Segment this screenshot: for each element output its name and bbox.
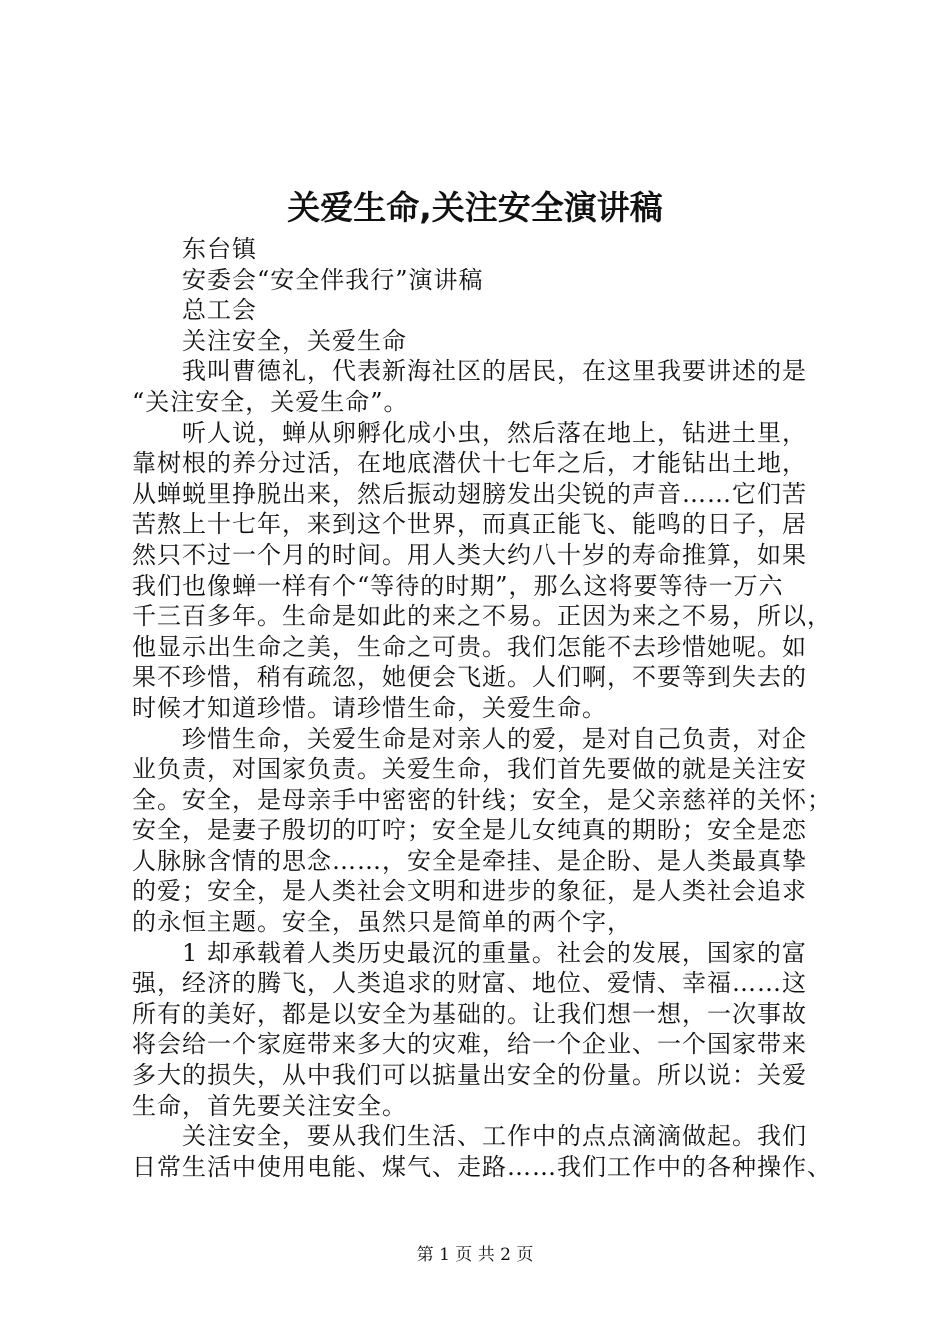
body-line: 时候才知道珍惜。请珍惜生命，关爱生命。 [132, 693, 607, 722]
body-line: 总工会 [182, 296, 257, 325]
body-line: 苦熬上十七年，来到这个世界，而真正能飞、能鸣的日子，居 [132, 510, 807, 539]
page-footer: 第 1 页 共 2 页 [416, 1245, 534, 1265]
body-line: 人脉脉含情的思念……，安全是牵挂、是企盼、是人类最真挚 [132, 846, 807, 875]
body-line: 果不珍惜，稍有疏忽，她便会飞逝。人们啊，不要等到失去的 [132, 663, 807, 692]
body-line: 靠树根的养分过活，在地底潜伏十七年之后，才能钻出土地， [132, 449, 807, 478]
body-line: 关注安全，关爱生命 [182, 326, 407, 355]
body-line: 我叫曹德礼，代表新海社区的居民，在这里我要讲述的是 [182, 357, 807, 386]
body-line: 多大的损失，从中我们可以掂量出安全的份量。所以说：关爱 [132, 1061, 807, 1090]
body-line: 他显示出生命之美，生命之可贵。我们怎能不去珍惜她呢。如 [132, 632, 807, 661]
body-line: 千三百多年。生命是如此的来之不易。正因为来之不易，所以， [132, 602, 832, 631]
body-line: 将会给一个家庭带来多大的灾难，给一个企业、一个国家带来 [132, 1030, 807, 1059]
body-line: 的爱；安全，是人类社会文明和进步的象征，是人类社会追求 [132, 877, 807, 906]
body-line: 安委会“安全伴我行”演讲稿 [182, 265, 484, 294]
body-line: 我们也像蝉一样有个“等待的时期”，那么这将要等待一万六 [132, 571, 784, 600]
body-line: 东台镇 [182, 235, 257, 263]
body-line: 安全，是妻子殷切的叮咛；安全是儿女纯真的期盼；安全是恋 [132, 816, 807, 845]
body-line: 关注安全，要从我们生活、工作中的点点滴滴做起。我们 [182, 1122, 807, 1151]
body-line: 强，经济的腾飞，人类追求的财富、地位、爱情、幸福……这 [132, 969, 807, 998]
document-title: 关爱生命,关注安全演讲稿 [287, 188, 663, 227]
body-line: 日常生活中使用电能、煤气、走路……我们工作中的各种操作、 [132, 1152, 832, 1181]
body-line: 珍惜生命，关爱生命是对亲人的爱，是对自己负责，对企 [182, 724, 807, 753]
body-line: 全。安全，是母亲手中密密的针线；安全，是父亲慈祥的关怀； [132, 785, 832, 814]
body-line: 1 却承载着人类历史最沉的重量。社会的发展，国家的富 [182, 938, 807, 967]
body-line: 生命，首先要关注安全。 [132, 1091, 407, 1120]
document-body [132, 234, 832, 1182]
body-line: 业负责，对国家负责。关爱生命，我们首先要做的就是关注安 [132, 755, 807, 784]
body-line: 然只不过一个月的时间。用人类大约八十岁的寿命推算，如果 [132, 540, 807, 569]
body-line: 所有的美好，都是以安全为基础的。让我们想一想，一次事故 [132, 999, 807, 1028]
body-line: 从蝉蜕里挣脱出来，然后振动翅膀发出尖锐的声音……它们苦 [132, 479, 807, 508]
body-line: 的永恒主题。安全，虽然只是简单的两个字， [132, 908, 632, 937]
body-line: “关注安全，关爱生命”。 [132, 387, 409, 416]
body-line: 听人说，蝉从卵孵化成小虫，然后落在地上，钻进土里， [182, 418, 807, 447]
